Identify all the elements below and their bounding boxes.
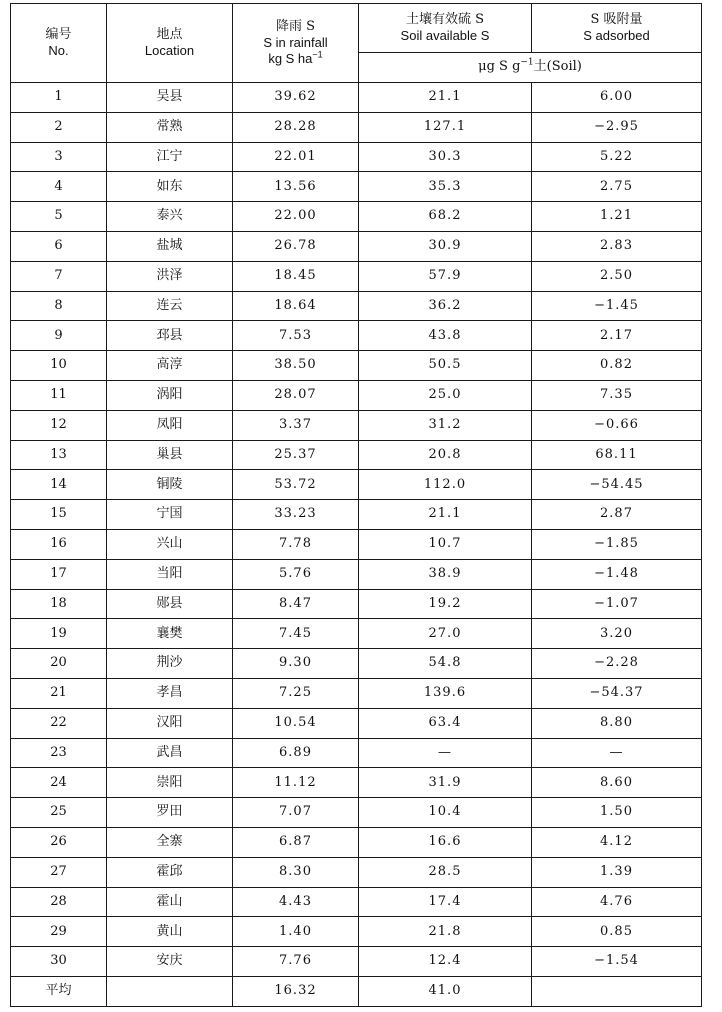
table-row <box>11 321 702 351</box>
cell-soil-available: 127.1 <box>359 112 532 142</box>
cell-adsorbed: 2.17 <box>532 321 702 351</box>
cell-number: 15 <box>11 500 107 530</box>
cell-number: 21 <box>11 678 107 708</box>
cell-rainfall: 1.40 <box>233 917 359 947</box>
cell-adsorbed: −54.37 <box>532 678 702 708</box>
cell-adsorbed: −54.45 <box>532 470 702 500</box>
header-location <box>107 4 233 83</box>
header-soil-en: Soil available S <box>400 28 490 43</box>
table-row <box>11 619 702 649</box>
cell-location: 襄樊 <box>107 619 233 649</box>
cell-location: 霍邱 <box>107 857 233 887</box>
header-rainfall <box>233 4 359 83</box>
cell-adsorbed: −2.28 <box>532 649 702 679</box>
table-row <box>11 708 702 738</box>
average-row <box>11 976 702 1006</box>
table-row <box>11 410 702 440</box>
table-row <box>11 202 702 232</box>
cell-soil-available: 31.9 <box>359 768 532 798</box>
cell-number: 23 <box>11 738 107 768</box>
cell-location: 崇阳 <box>107 768 233 798</box>
cell-number: 3 <box>11 142 107 172</box>
rain-unit-exponent: −1 <box>312 49 323 60</box>
cell-rainfall: 9.30 <box>233 649 359 679</box>
header-adsorbed <box>532 4 702 53</box>
table-row <box>11 83 702 113</box>
cell-adsorbed: 68.11 <box>532 440 702 470</box>
cell-rainfall: 33.23 <box>233 500 359 530</box>
cell-adsorbed: 1.21 <box>532 202 702 232</box>
header-rainfall-unit <box>233 51 358 67</box>
table-row <box>11 768 702 798</box>
cell-adsorbed: 8.80 <box>532 708 702 738</box>
cell-location: 盐城 <box>107 231 233 261</box>
cell-soil-available: — <box>359 738 532 768</box>
cell-location: 全寨 <box>107 827 233 857</box>
cell-location: 兴山 <box>107 529 233 559</box>
cell-adsorbed: 4.12 <box>532 827 702 857</box>
table-row <box>11 917 702 947</box>
table-row <box>11 649 702 679</box>
cell-adsorbed: −2.95 <box>532 112 702 142</box>
cell-location: 武昌 <box>107 738 233 768</box>
cell-adsorbed: 6.00 <box>532 83 702 113</box>
cell-soil-available: 21.1 <box>359 500 532 530</box>
rain-unit-base: kg S ha <box>268 51 313 67</box>
cell-rainfall: 7.25 <box>233 678 359 708</box>
table-row <box>11 142 702 172</box>
cell-number: 10 <box>11 351 107 381</box>
cell-rainfall: 18.45 <box>233 261 359 291</box>
cell-rainfall: 8.30 <box>233 857 359 887</box>
table-row <box>11 261 702 291</box>
cell-soil-available: 38.9 <box>359 559 532 589</box>
cell-number: 1 <box>11 83 107 113</box>
cell-number: 12 <box>11 410 107 440</box>
cell-number: 2 <box>11 112 107 142</box>
cell-number: 19 <box>11 619 107 649</box>
table-row <box>11 827 702 857</box>
cell-adsorbed: 1.39 <box>532 857 702 887</box>
cell-soil-available: 112.0 <box>359 470 532 500</box>
header-adsorbed-en: S adsorbed <box>583 28 650 43</box>
cell-location: 宁国 <box>107 500 233 530</box>
cell-soil-available: 27.0 <box>359 619 532 649</box>
cell-soil-available: 21.8 <box>359 917 532 947</box>
cell-adsorbed: 2.83 <box>532 231 702 261</box>
cell-rainfall: 25.37 <box>233 440 359 470</box>
cell-number: 27 <box>11 857 107 887</box>
cell-soil-available: 12.4 <box>359 947 532 977</box>
cell-adsorbed: −1.48 <box>532 559 702 589</box>
table-row <box>11 470 702 500</box>
cell-number: 5 <box>11 202 107 232</box>
average-soil-available: 41.0 <box>359 976 532 1006</box>
cell-adsorbed: 2.87 <box>532 500 702 530</box>
table-row <box>11 351 702 381</box>
header-soil-cn: 土壤有效硫 S <box>405 11 485 27</box>
cell-location: 铜陵 <box>107 470 233 500</box>
header-number-en: No. <box>48 43 69 58</box>
cell-rainfall: 38.50 <box>233 351 359 381</box>
cell-soil-available: 10.7 <box>359 529 532 559</box>
cell-rainfall: 22.00 <box>233 202 359 232</box>
cell-adsorbed: −1.54 <box>532 947 702 977</box>
cell-rainfall: 7.53 <box>233 321 359 351</box>
cell-soil-available: 139.6 <box>359 678 532 708</box>
shared-unit-base: μg S g <box>478 59 521 75</box>
table-body <box>11 83 702 1007</box>
table-row <box>11 500 702 530</box>
cell-adsorbed: 0.82 <box>532 351 702 381</box>
cell-rainfall: 5.76 <box>233 559 359 589</box>
cell-number: 8 <box>11 291 107 321</box>
cell-location: 江宁 <box>107 142 233 172</box>
header-location-en: Location <box>144 43 195 58</box>
cell-location: 巢县 <box>107 440 233 470</box>
cell-location: 当阳 <box>107 559 233 589</box>
cell-rainfall: 22.01 <box>233 142 359 172</box>
average-adsorbed <box>532 976 702 1006</box>
header-location-cn: 地点 <box>156 26 183 42</box>
table-row <box>11 112 702 142</box>
cell-rainfall: 18.64 <box>233 291 359 321</box>
sulfur-data-table <box>10 3 702 1007</box>
average-rainfall: 16.32 <box>233 976 359 1006</box>
cell-location: 邳县 <box>107 321 233 351</box>
table-row <box>11 559 702 589</box>
cell-adsorbed: 5.22 <box>532 142 702 172</box>
cell-number: 9 <box>11 321 107 351</box>
cell-rainfall: 8.47 <box>233 589 359 619</box>
cell-soil-available: 19.2 <box>359 589 532 619</box>
table-row <box>11 947 702 977</box>
cell-location: 洪泽 <box>107 261 233 291</box>
cell-rainfall: 11.12 <box>233 768 359 798</box>
cell-adsorbed: 2.75 <box>532 172 702 202</box>
table-row <box>11 291 702 321</box>
average-location <box>107 976 233 1006</box>
cell-location: 泰兴 <box>107 202 233 232</box>
cell-location: 郧县 <box>107 589 233 619</box>
cell-adsorbed: −1.07 <box>532 589 702 619</box>
cell-location: 凤阳 <box>107 410 233 440</box>
cell-rainfall: 7.45 <box>233 619 359 649</box>
header-soil-available <box>359 4 532 53</box>
cell-adsorbed: 1.50 <box>532 798 702 828</box>
cell-soil-available: 16.6 <box>359 827 532 857</box>
cell-location: 黄山 <box>107 917 233 947</box>
cell-adsorbed: −0.66 <box>532 410 702 440</box>
cell-soil-available: 10.4 <box>359 798 532 828</box>
cell-number: 18 <box>11 589 107 619</box>
cell-location: 安庆 <box>107 947 233 977</box>
cell-location: 霍山 <box>107 887 233 917</box>
table-row <box>11 887 702 917</box>
cell-location: 高淳 <box>107 351 233 381</box>
cell-number: 26 <box>11 827 107 857</box>
table-row <box>11 440 702 470</box>
header-rainfall-cn: 降雨 S <box>275 18 316 34</box>
average-label: 平均 <box>11 976 107 1006</box>
cell-number: 7 <box>11 261 107 291</box>
cell-rainfall: 13.56 <box>233 172 359 202</box>
cell-location: 孝昌 <box>107 678 233 708</box>
cell-rainfall: 7.78 <box>233 529 359 559</box>
cell-soil-available: 54.8 <box>359 649 532 679</box>
cell-rainfall: 28.28 <box>233 112 359 142</box>
cell-number: 4 <box>11 172 107 202</box>
cell-rainfall: 10.54 <box>233 708 359 738</box>
cell-number: 20 <box>11 649 107 679</box>
cell-soil-available: 30.9 <box>359 231 532 261</box>
table-row <box>11 798 702 828</box>
table-row <box>11 678 702 708</box>
cell-adsorbed: −1.85 <box>532 529 702 559</box>
cell-number: 13 <box>11 440 107 470</box>
cell-rainfall: 3.37 <box>233 410 359 440</box>
cell-location: 汉阳 <box>107 708 233 738</box>
cell-soil-available: 57.9 <box>359 261 532 291</box>
cell-adsorbed: 8.60 <box>532 768 702 798</box>
cell-soil-available: 63.4 <box>359 708 532 738</box>
cell-adsorbed: 4.76 <box>532 887 702 917</box>
cell-adsorbed: −1.45 <box>532 291 702 321</box>
cell-soil-available: 31.2 <box>359 410 532 440</box>
cell-adsorbed: 3.20 <box>532 619 702 649</box>
cell-adsorbed: — <box>532 738 702 768</box>
cell-number: 17 <box>11 559 107 589</box>
cell-rainfall: 7.07 <box>233 798 359 828</box>
cell-rainfall: 39.62 <box>233 83 359 113</box>
cell-soil-available: 68.2 <box>359 202 532 232</box>
cell-rainfall: 4.43 <box>233 887 359 917</box>
cell-number: 11 <box>11 380 107 410</box>
cell-number: 22 <box>11 708 107 738</box>
header-shared-unit <box>359 53 702 83</box>
cell-soil-available: 28.5 <box>359 857 532 887</box>
cell-location: 涡阳 <box>107 380 233 410</box>
cell-location: 荆沙 <box>107 649 233 679</box>
shared-unit-exponent: −1 <box>520 58 534 69</box>
header-adsorbed-cn: S 吸附量 <box>590 11 643 27</box>
cell-soil-available: 50.5 <box>359 351 532 381</box>
cell-soil-available: 17.4 <box>359 887 532 917</box>
cell-location: 常熟 <box>107 112 233 142</box>
cell-rainfall: 53.72 <box>233 470 359 500</box>
cell-rainfall: 28.07 <box>233 380 359 410</box>
cell-number: 30 <box>11 947 107 977</box>
cell-location: 吴县 <box>107 83 233 113</box>
cell-soil-available: 21.1 <box>359 83 532 113</box>
cell-number: 28 <box>11 887 107 917</box>
cell-adsorbed: 0.85 <box>532 917 702 947</box>
table-row <box>11 589 702 619</box>
cell-adsorbed: 7.35 <box>532 380 702 410</box>
cell-soil-available: 25.0 <box>359 380 532 410</box>
cell-number: 14 <box>11 470 107 500</box>
table-row <box>11 172 702 202</box>
header-rainfall-en: S in rainfall <box>263 34 328 50</box>
table-row <box>11 738 702 768</box>
header-number <box>11 4 107 83</box>
table-row <box>11 231 702 261</box>
table-header <box>11 4 702 83</box>
table-row <box>11 380 702 410</box>
cell-number: 25 <box>11 798 107 828</box>
cell-location: 罗田 <box>107 798 233 828</box>
cell-number: 16 <box>11 529 107 559</box>
cell-number: 29 <box>11 917 107 947</box>
cell-soil-available: 20.8 <box>359 440 532 470</box>
cell-number: 24 <box>11 768 107 798</box>
cell-number: 6 <box>11 231 107 261</box>
table-row <box>11 529 702 559</box>
shared-unit-tail: 土(Soil) <box>533 59 582 75</box>
cell-rainfall: 26.78 <box>233 231 359 261</box>
cell-rainfall: 7.76 <box>233 947 359 977</box>
cell-rainfall: 6.89 <box>233 738 359 768</box>
header-number-cn: 编号 <box>45 26 72 42</box>
cell-rainfall: 6.87 <box>233 827 359 857</box>
cell-soil-available: 36.2 <box>359 291 532 321</box>
table-row <box>11 857 702 887</box>
cell-location: 如东 <box>107 172 233 202</box>
cell-soil-available: 30.3 <box>359 142 532 172</box>
cell-location: 连云 <box>107 291 233 321</box>
cell-soil-available: 35.3 <box>359 172 532 202</box>
cell-soil-available: 43.8 <box>359 321 532 351</box>
cell-adsorbed: 2.50 <box>532 261 702 291</box>
